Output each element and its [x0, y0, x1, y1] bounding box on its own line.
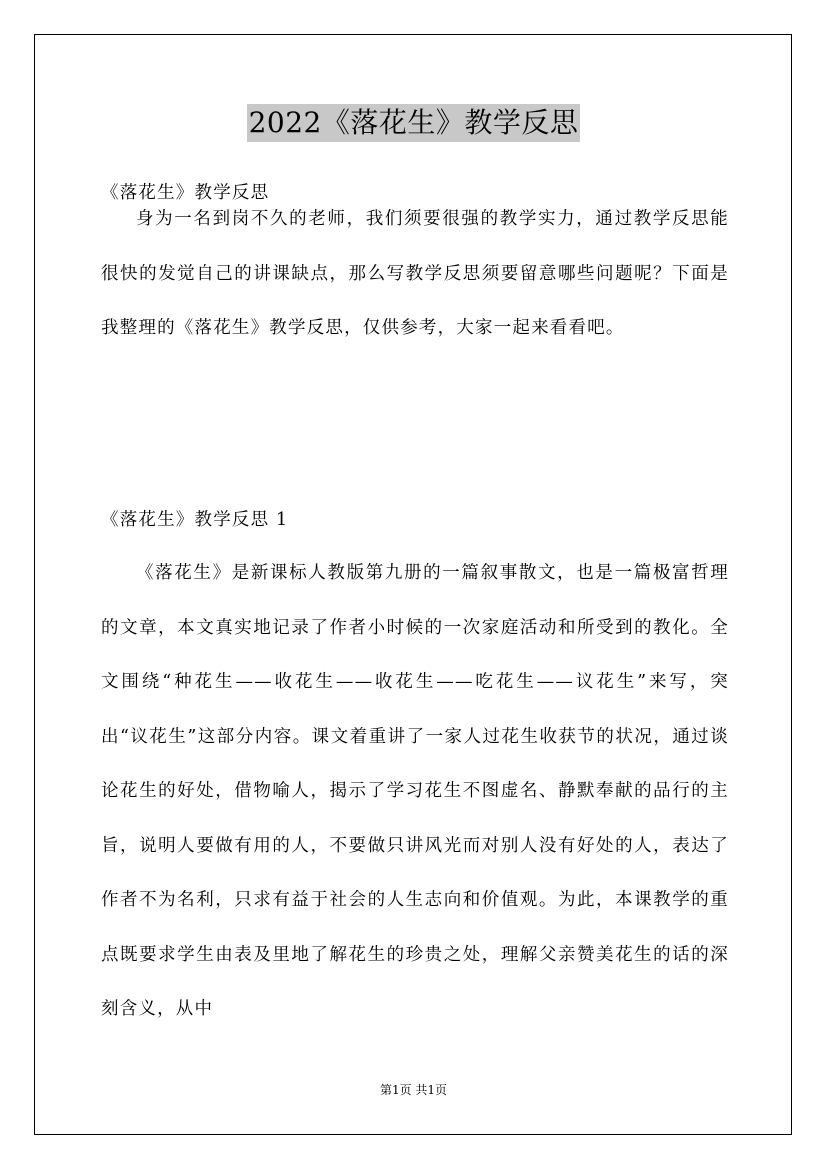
section-heading: 《落花生》教学反思: [101, 183, 270, 203]
subheading-1: 《落花生》教学反思 1: [101, 510, 289, 530]
title-container: [0, 104, 827, 142]
body-paragraph-1: 《落花生》是新课标人教版第九册的一篇叙事散文，也是一篇极富哲理的文章，本文真实地记录了作者小时候的一次家庭活动和所受到的教化。全文围绕“种花生——收花生——收花生——吃花生——议花生”来写，突出“议花生”这部分内容。课文着重讲了一家人过花生收获节的状况，通过谈论花生的好处，借物喻人，揭示了学习花生不图虚名、静默奉献的品行的主旨，说明人要做有用的人，不要做只讲风光而对别人没有好处的人，表达了作者不为名利，只求有益于社会的人生志向和价值观。为此，本课教学的重点既要求学生由表及里地了解花生的珍贵之处，理解父亲赞美花生的话的深刻含义，从中: [101, 563, 729, 1019]
intro-paragraph: 身为一名到岗不久的老师，我们须要很强的教学实力，通过教学反思能很快的发觉自己的讲课缺点，那么写教学反思须要留意哪些问题呢？下面是我整理的《落花生》教学反思，仅供参考，大家一起来看看吧。: [101, 209, 729, 338]
page-footer: 第1页 共1页: [379, 1083, 448, 1097]
document-title: 2022《落花生》教学反思: [247, 104, 581, 142]
